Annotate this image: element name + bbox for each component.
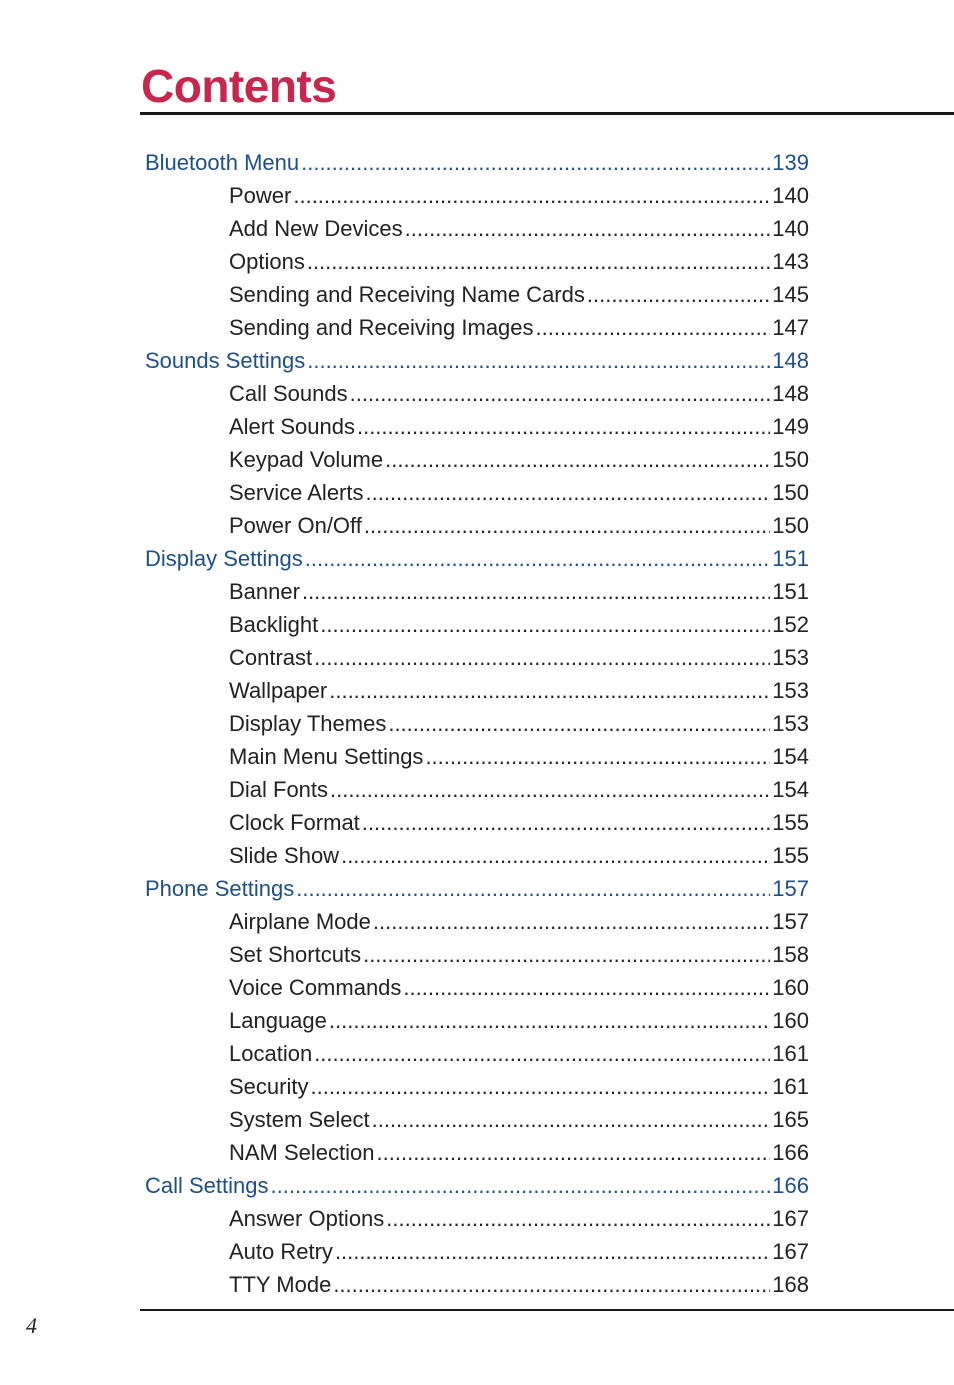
toc-entry-page: 155 [772, 843, 809, 868]
toc-entry[interactable] [229, 575, 809, 608]
toc-entry[interactable] [229, 839, 809, 872]
toc-entry-page: 158 [772, 942, 809, 967]
toc-entry[interactable] [229, 806, 809, 839]
toc-entry-label: Call Sounds [229, 381, 348, 406]
toc-entry-label: Call Settings [145, 1173, 269, 1198]
dot-leader [330, 773, 770, 806]
toc-entry-label: Power On/Off [229, 513, 362, 538]
toc-entry-label: Sending and Receiving Name Cards [229, 282, 585, 307]
toc-entry-page: 160 [772, 975, 809, 1000]
dot-leader [305, 542, 771, 575]
toc-entry[interactable] [229, 476, 809, 509]
dot-leader [307, 245, 770, 278]
toc-entry-label: Bluetooth Menu [145, 150, 300, 175]
toc-entry[interactable] [229, 740, 809, 773]
dot-leader [357, 410, 770, 443]
toc-entry-page: 167 [772, 1206, 809, 1231]
dot-leader [271, 1169, 771, 1202]
toc-entry[interactable] [229, 1070, 809, 1103]
dot-leader [329, 674, 770, 707]
toc-entry[interactable] [229, 674, 809, 707]
dot-leader [386, 1202, 770, 1235]
toc-entry-page: 148 [772, 348, 809, 373]
toc-entry-label: Backlight [229, 612, 319, 637]
toc-entry[interactable] [229, 245, 809, 278]
toc-entry-label: Set Shortcuts [229, 942, 362, 967]
toc-section-entry[interactable] [145, 542, 809, 575]
toc-entry-label: Answer Options [229, 1206, 385, 1231]
toc-entry-page: 154 [772, 777, 809, 802]
dot-leader [302, 575, 770, 608]
toc-entry[interactable] [229, 377, 809, 410]
toc-entry-label: Airplane Mode [229, 909, 371, 934]
toc-entry-label: System Select [229, 1107, 370, 1132]
toc-entry-label: Sounds Settings [145, 348, 306, 373]
toc-entry-page: 143 [772, 249, 809, 274]
toc-section-entry[interactable] [145, 1169, 809, 1202]
toc-entry-label: NAM Selection [229, 1140, 375, 1165]
toc-entry-page: 153 [772, 678, 809, 703]
dot-leader [320, 608, 770, 641]
toc-entry-page: 151 [772, 546, 809, 571]
toc-entry[interactable] [229, 443, 809, 476]
toc-entry-page: 157 [772, 909, 809, 934]
toc-entry-label: Phone Settings [145, 876, 295, 901]
toc-entry-label: Alert Sounds [229, 414, 355, 439]
toc-entry[interactable] [229, 1268, 809, 1301]
toc-entry[interactable] [229, 938, 809, 971]
dot-leader [341, 839, 770, 872]
toc-entry[interactable] [229, 1103, 809, 1136]
toc-entry[interactable] [229, 311, 809, 344]
dot-leader [587, 278, 770, 311]
dot-leader [403, 971, 770, 1004]
toc-entry-page: 166 [772, 1140, 809, 1165]
page-title: Contents [141, 60, 337, 112]
toc-entry-label: Sending and Receiving Images [229, 315, 534, 340]
toc-entry-label: Keypad Volume [229, 447, 384, 472]
toc-section-entry[interactable] [145, 146, 809, 179]
dot-leader [301, 146, 770, 179]
dot-leader [362, 806, 770, 839]
toc-entry-page: 153 [772, 645, 809, 670]
dot-leader [310, 1070, 770, 1103]
dot-leader [366, 476, 771, 509]
toc-entry[interactable] [229, 509, 809, 542]
toc-entry-label: Options [229, 249, 305, 274]
dot-leader [385, 443, 770, 476]
toc-entry[interactable] [229, 707, 809, 740]
toc-section-entry[interactable] [145, 872, 809, 905]
dot-leader [333, 1268, 770, 1301]
toc-entry-page: 140 [772, 183, 809, 208]
toc-entry-page: 167 [772, 1239, 809, 1264]
toc-entry-label: Security [229, 1074, 309, 1099]
toc-entry[interactable] [229, 1202, 809, 1235]
toc-entry-page: 147 [772, 315, 809, 340]
dot-leader [335, 1235, 770, 1268]
toc-entry-label: Auto Retry [229, 1239, 333, 1264]
toc-entry[interactable] [229, 1235, 809, 1268]
toc-entry-page: 160 [772, 1008, 809, 1033]
toc-entry-page: 166 [772, 1173, 809, 1198]
toc-entry-label: Contrast [229, 645, 313, 670]
toc-entry[interactable] [229, 278, 809, 311]
toc-entry-label: Location [229, 1041, 313, 1066]
toc-entry-label: Main Menu Settings [229, 744, 424, 769]
toc-entry-label: Banner [229, 579, 300, 604]
toc-entry-page: 145 [772, 282, 809, 307]
toc-entry[interactable] [229, 971, 809, 1004]
toc-entry-page: 153 [772, 711, 809, 736]
toc-entry-page: 155 [772, 810, 809, 835]
dot-leader [350, 377, 771, 410]
dot-leader [307, 344, 770, 377]
dot-leader [364, 509, 770, 542]
toc-entry-page: 151 [772, 579, 809, 604]
toc-entry[interactable] [229, 641, 809, 674]
toc-entry-page: 150 [772, 447, 809, 472]
toc-entry[interactable] [229, 179, 809, 212]
toc-entry-label: Language [229, 1008, 327, 1033]
toc-entry-page: 165 [772, 1107, 809, 1132]
toc-entry-label: Voice Commands [229, 975, 402, 1000]
toc-entry-label: Add New Devices [229, 216, 403, 241]
dot-leader [373, 905, 770, 938]
dot-leader [314, 1037, 770, 1070]
toc-entry-label: Service Alerts [229, 480, 364, 505]
page-number: 4 [26, 1313, 37, 1338]
toc-entry[interactable] [229, 410, 809, 443]
toc-entry[interactable] [229, 1037, 809, 1070]
dot-leader [329, 1004, 770, 1037]
toc-entry-page: 152 [772, 612, 809, 637]
toc-entry-page: 161 [772, 1074, 809, 1099]
title-divider [140, 112, 954, 115]
toc-entry-page: 150 [772, 513, 809, 538]
toc-entry-label: Power [229, 183, 292, 208]
toc-entry[interactable] [229, 608, 809, 641]
dot-leader [405, 212, 771, 245]
toc-entry-label: Clock Format [229, 810, 360, 835]
toc-entry[interactable] [229, 905, 809, 938]
dot-leader [388, 707, 770, 740]
dot-leader [377, 1136, 771, 1169]
dot-leader [296, 872, 770, 905]
toc-entry-page: 150 [772, 480, 809, 505]
toc-entry-page: 139 [772, 150, 809, 175]
toc-entry-page: 148 [772, 381, 809, 406]
dot-leader [425, 740, 770, 773]
toc-entry-page: 149 [772, 414, 809, 439]
toc-entry-page: 161 [772, 1041, 809, 1066]
toc-entry[interactable] [229, 1004, 809, 1037]
toc-entry-page: 168 [772, 1272, 809, 1297]
toc-entry[interactable] [229, 212, 809, 245]
toc-entry-label: Display Settings [145, 546, 303, 571]
dot-leader [314, 641, 770, 674]
toc-section-entry[interactable] [145, 344, 809, 377]
toc-entry-page: 140 [772, 216, 809, 241]
toc-entry-label: Wallpaper [229, 678, 328, 703]
dot-leader [363, 938, 770, 971]
dot-leader [293, 179, 770, 212]
toc-entry[interactable] [229, 1136, 809, 1169]
footer-divider [140, 1309, 954, 1311]
toc-entry-page: 154 [772, 744, 809, 769]
toc-entry-label: Dial Fonts [229, 777, 329, 802]
toc-entry-label: Slide Show [229, 843, 340, 868]
toc-entry-label: Display Themes [229, 711, 387, 736]
dot-leader [536, 311, 771, 344]
toc-entry[interactable] [229, 773, 809, 806]
toc-entry-label: TTY Mode [229, 1272, 332, 1297]
dot-leader [372, 1103, 771, 1136]
toc-entry-page: 157 [772, 876, 809, 901]
